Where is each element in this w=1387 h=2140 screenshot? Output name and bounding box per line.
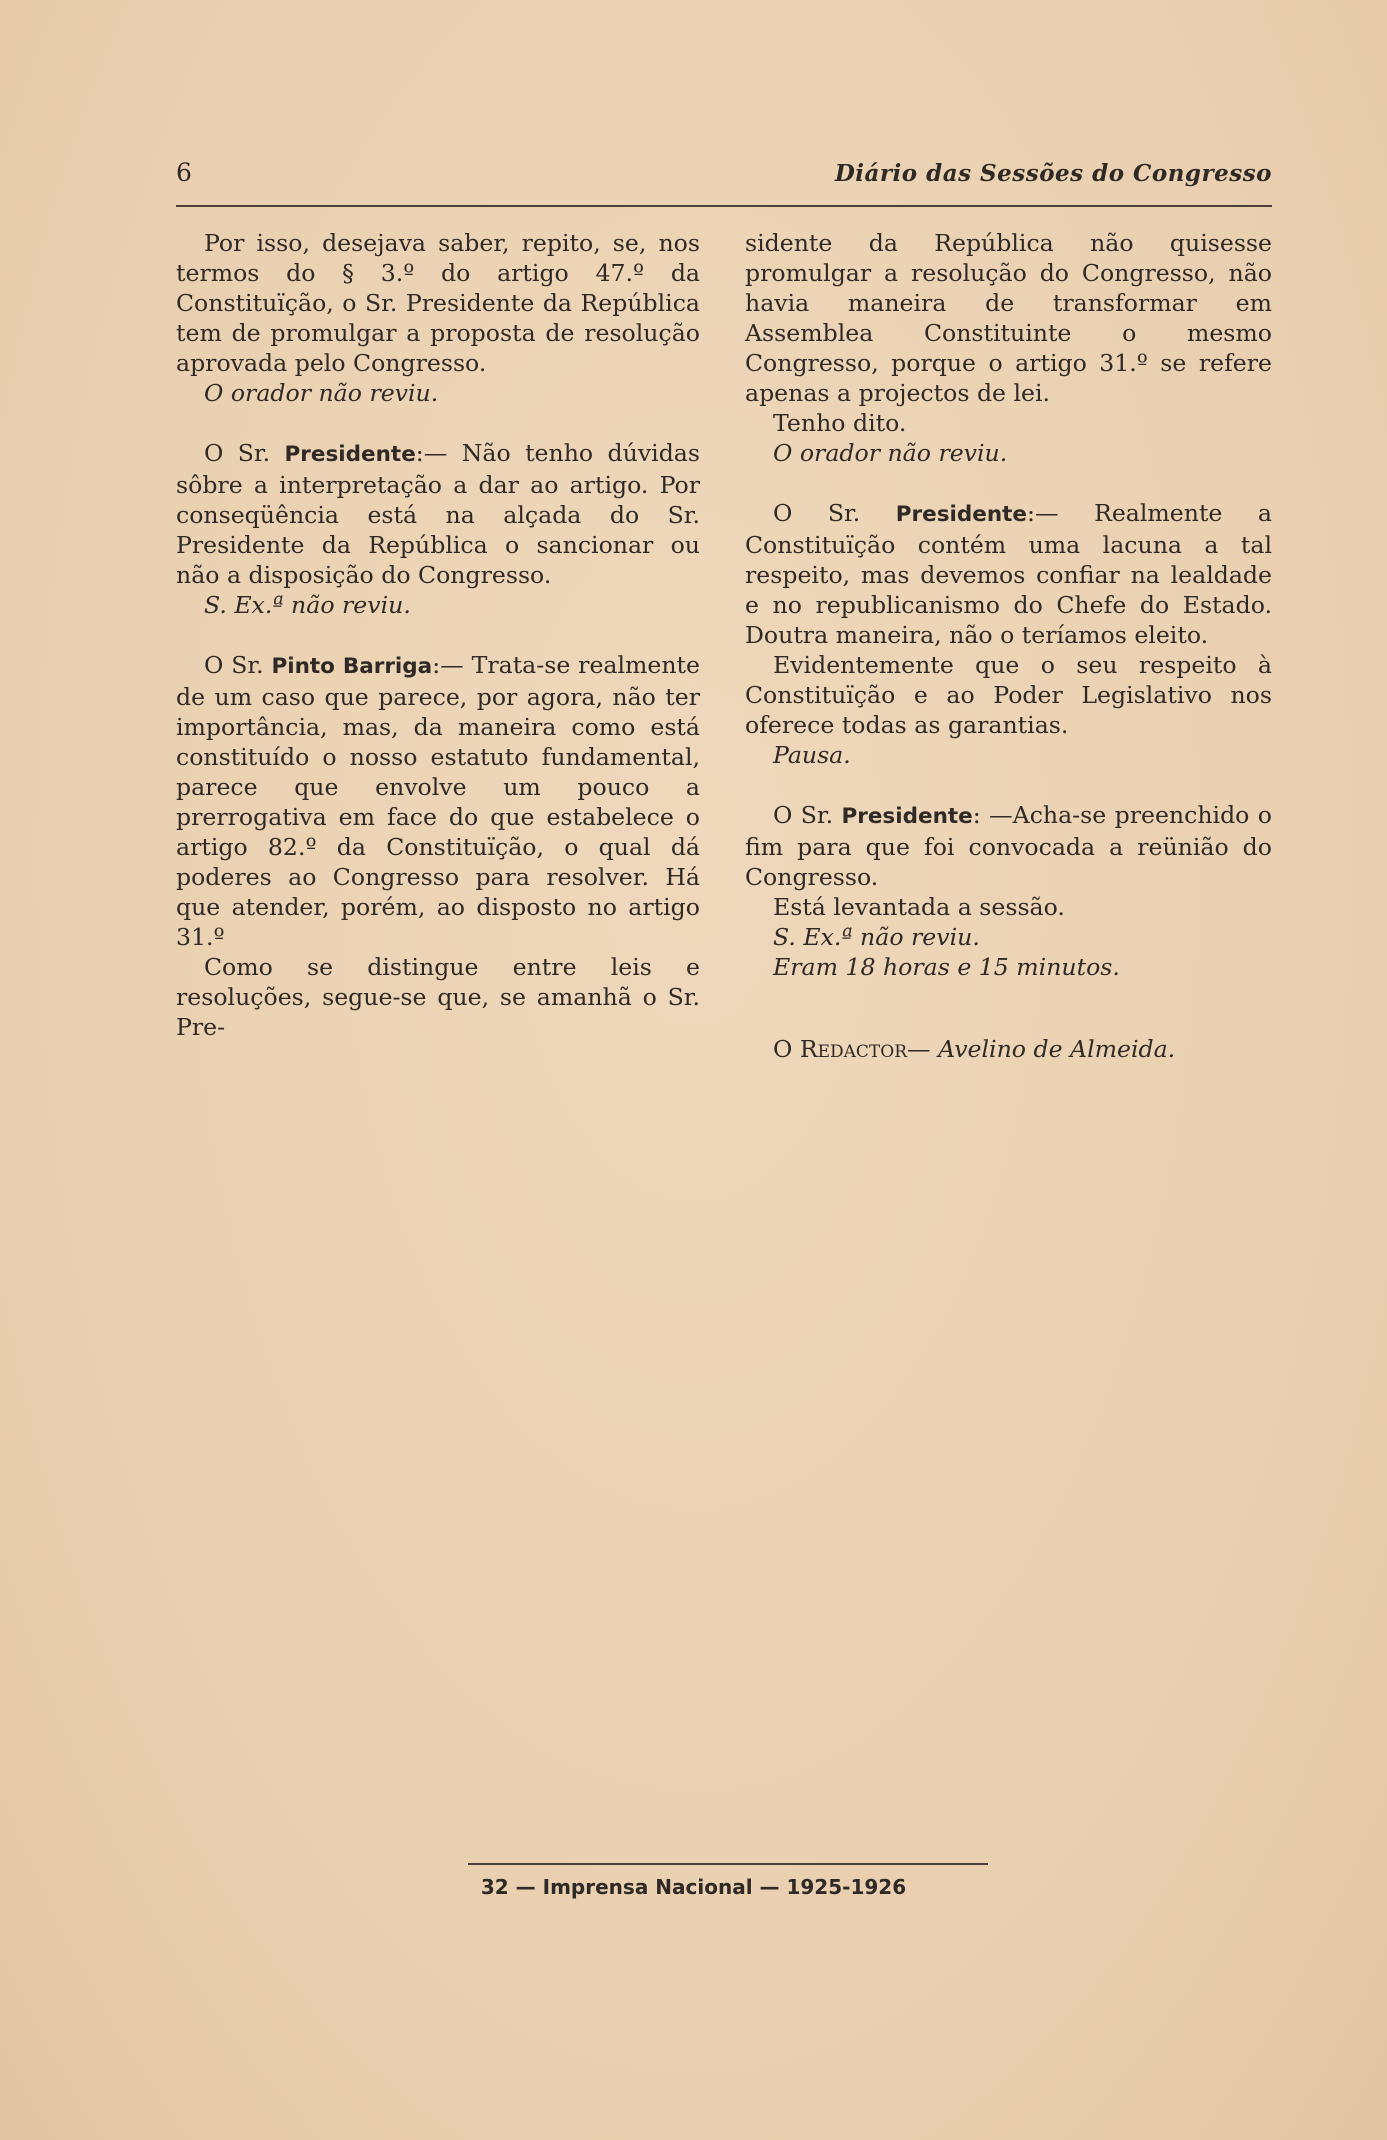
speech-text: :— Não tenho dúvidas sôbre a interpretação a dar ao artigo. Por conseqüência está na alçada do Sr. Presidente da República o sancionar ou não a disposição do Congresso. [176,439,700,589]
speech-text: : —Acha-se preenchido o fim para que foi convocada a reünião do Congresso. [745,801,1272,891]
speech-paragraph [176,650,700,952]
editorial-note: Pausa. [773,741,851,769]
speech-paragraph [176,438,700,590]
left-column [176,228,700,1042]
speech-lead: O Sr. [773,801,842,829]
speech-text: :— Realmente a Constituïção contém uma lacuna a tal respeito, mas devemos confiar na lealdade e no republicanismo do Chefe do Estado. Doutra maneira, não o teríamos eleito. [745,499,1272,649]
editorial-note: O orador não reviu. [773,439,1008,467]
page-number: 6 [176,158,192,187]
editorial-note: O orador não reviu. [204,379,439,407]
speech-paragraph [745,498,1272,650]
speech-lead: O Sr. [204,439,285,467]
redactor-title: Redactor [799,1035,908,1063]
speech-lead: O Sr. [773,499,896,527]
footer-rule [468,1863,988,1865]
page-header [176,158,1272,198]
paragraph: sidente da República não quisesse promulgar a resolução do Congresso, não havia maneira de transformar em Assemblea Constituinte o mesmo Congresso, porque o artigo 31.º se refere apenas a projectos de lei. [745,229,1272,407]
paragraph: Por isso, desejava saber, repito, se, nos termos do § 3.º do artigo 47.º da Constituïção, o Sr. Presidente da República tem de promulgar a proposta de resolução aprovada pelo Congresso. [176,229,700,377]
paragraph: Está levantada a sessão. [773,893,1065,921]
redactor-lead: O [773,1035,800,1063]
paragraph: Tenho dito. [773,409,907,437]
imprint-footer: 32 — Imprensa Nacional — 1925-1926 [480,1875,907,1899]
redactor-name: — Avelino de Almeida. [907,1035,1176,1063]
editorial-note: S. Ex.ª não reviu. [773,923,980,951]
speech-paragraph [745,800,1272,892]
editorial-note: Eram 18 horas e 15 minutos. [773,953,1120,981]
speaker-name: Presidente [284,442,416,467]
speaker-name: Presidente [895,502,1027,527]
running-title: Diário das Sessões do Congresso [834,160,1272,187]
editorial-note: S. Ex.ª não reviu. [204,591,411,619]
speech-text: :— Trata-se realmente de um caso que parece, por agora, não ter importância, mas, da maneira como está constituído o nosso estatuto fundamental, parece que envolve um pouco a prerrogativa em face do que estabelece o artigo 82.º da Constituïção, o qual dá poderes ao Congresso para resolver. Há que atender, porém, ao disposto no artigo 31.º [176,651,700,951]
paragraph: Evidentemente que o seu respeito à Constituïção e ao Poder Legislativo nos oferece todas as garantias. [745,651,1272,739]
header-rule [176,205,1272,207]
speaker-name: Presidente [841,804,973,829]
speaker-name: Pinto Barriga [271,654,433,679]
redactor-signature [745,1034,1272,1064]
paragraph: Como se distingue entre leis e resoluções, segue-se que, se amanhã o Sr. Pre- [176,953,700,1041]
right-column [745,228,1272,1064]
speech-lead: O Sr. [204,651,272,679]
